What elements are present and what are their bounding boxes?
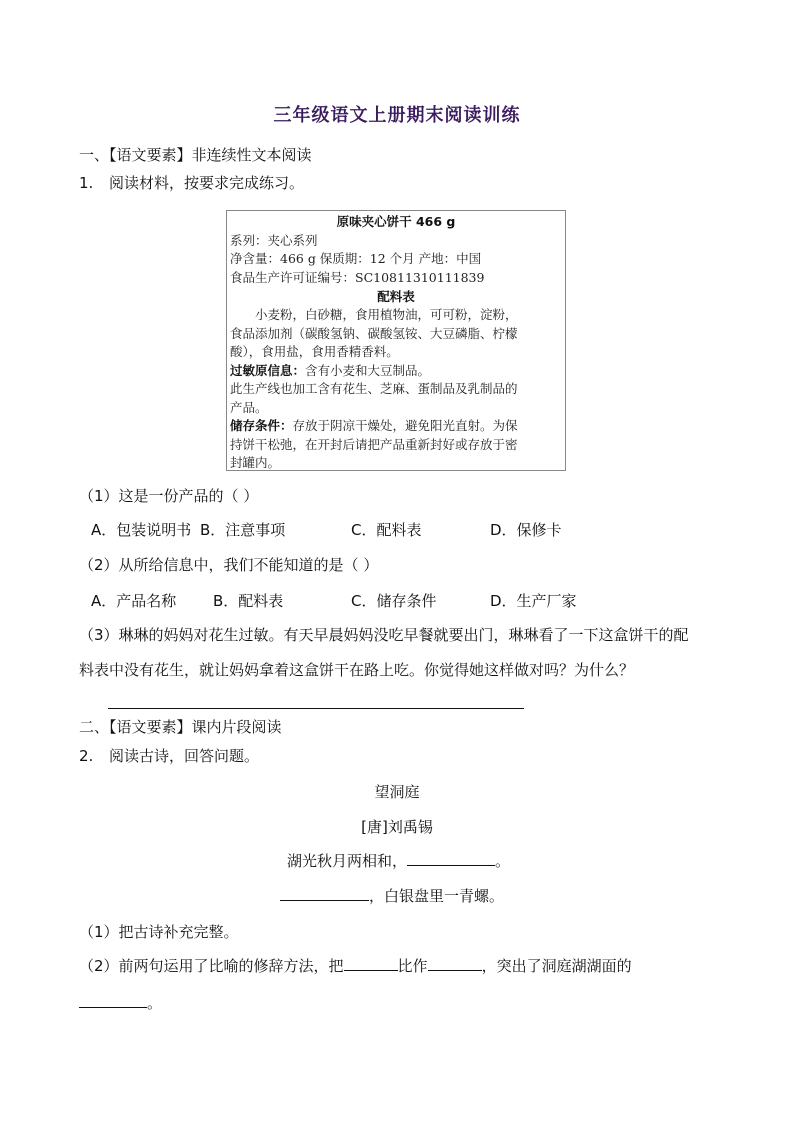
option-2d[interactable]: D．生产厂家 [490, 592, 577, 610]
option-1a[interactable]: A．包装说明书 [91, 521, 192, 539]
allergen-label: 过敏原信息： [230, 363, 306, 378]
sub-question-2-1: （1）把古诗补充完整。 [79, 923, 239, 941]
option-1b[interactable]: B．注意事项 [200, 521, 286, 539]
answer-line[interactable] [108, 708, 524, 709]
sub-question-2-2-end: 。 [147, 994, 163, 1012]
ingredients-heading: 配料表 [377, 289, 415, 304]
question-2-number: 2. [79, 747, 94, 765]
ingredients-line-3: 酸），食用盐，食用香精香料。 [230, 344, 399, 359]
option-1d[interactable]: D．保修卡 [490, 521, 562, 539]
poem-line-1 [287, 851, 510, 871]
license-line: 食品生产许可证编号：SC10811310111839 [230, 270, 485, 285]
sub-question-3-line-1: （3）琳琳的妈妈对花生过敏。有天早晨妈妈没吃早餐就要出门，琳琳看了一下这盒饼干的配 [79, 626, 689, 644]
product-label-box [226, 210, 566, 471]
storage-line-3: 封罐内。 [230, 455, 281, 470]
question-2-text: 阅读古诗，回答问题。 [109, 747, 260, 765]
blank-feature[interactable] [79, 993, 147, 1008]
sub-question-1: （1）这是一份产品的（ ） [79, 487, 259, 505]
blank-compare-1[interactable] [344, 956, 398, 971]
storage-line-2: 持饼干松弛，在开封后请把产品重新封好或存放于密 [230, 437, 518, 452]
section2-heading: 二、【语文要素】课内片段阅读 [79, 718, 282, 736]
option-2b[interactable]: B．配料表 [213, 592, 284, 610]
sub-question-2-2-text-b: 比作 [397, 957, 428, 975]
production-line-2: 产品。 [230, 400, 268, 415]
poem-author: [唐]刘禹锡 [361, 818, 433, 836]
sub-question-2-2-text-a: （2）前两句运用了比喻的修辞方法，把 [79, 957, 344, 975]
product-name: 原味夹心饼干 466 g [336, 214, 456, 229]
option-2c[interactable]: C．储存条件 [351, 592, 437, 610]
storage-line [230, 417, 518, 435]
poem-line-2 [280, 886, 504, 906]
sub-question-2-2 [79, 956, 632, 976]
poem-blank-2[interactable] [280, 886, 369, 901]
sub-question-2-2-continued [79, 993, 162, 1013]
series-line: 系列：夹心系列 [230, 233, 318, 248]
ingredients-line-2: 食品添加剂（碳酸氢钠、碳酸氢铵、大豆磷脂、柠檬 [230, 326, 518, 341]
poem-line-2-text: ，白银盘里一青螺。 [369, 887, 505, 905]
production-line-1: 此生产线也加工含有花生、芝麻、蛋制品及乳制品的 [230, 381, 518, 396]
poem-line-1-end: 。 [495, 852, 511, 870]
section1-heading: 一、【语文要素】非连续性文本阅读 [79, 146, 312, 164]
sub-question-2: （2）从所给信息中，我们不能知道的是（ ） [79, 556, 379, 574]
option-2a[interactable]: A．产品名称 [91, 592, 177, 610]
storage-text: 存放于阴凉干燥处，避免阳光直射。为保 [292, 418, 518, 433]
blank-compare-2[interactable] [428, 956, 482, 971]
question-1-number: 1. [79, 174, 94, 192]
net-weight-line: 净含量：466 g 保质期：12 个月 产地：中国 [230, 251, 482, 266]
sub-question-2-2-text-c: ，突出了洞庭湖湖面的 [481, 957, 632, 975]
page-title: 三年级语文上册期末阅读训练 [273, 105, 521, 126]
question-1-text: 阅读材料，按要求完成练习。 [109, 174, 305, 192]
option-1c[interactable]: C．配料表 [351, 521, 422, 539]
sub-question-3-line-2: 料表中没有花生，就让妈妈拿着这盒饼干在路上吃。你觉得她这样做对吗？为什么？ [79, 661, 635, 679]
poem-line-1-text: 湖光秋月两相和， [287, 852, 408, 870]
storage-label: 储存条件： [230, 418, 293, 433]
allergen-line [230, 362, 430, 380]
poem-title: 望洞庭 [374, 783, 420, 801]
poem-blank-1[interactable] [407, 851, 495, 866]
ingredients-line-1: 小麦粉，白砂糖，食用植物油，可可粉，淀粉， [255, 307, 518, 322]
allergen-text: 含有小麦和大豆制品。 [305, 363, 431, 378]
